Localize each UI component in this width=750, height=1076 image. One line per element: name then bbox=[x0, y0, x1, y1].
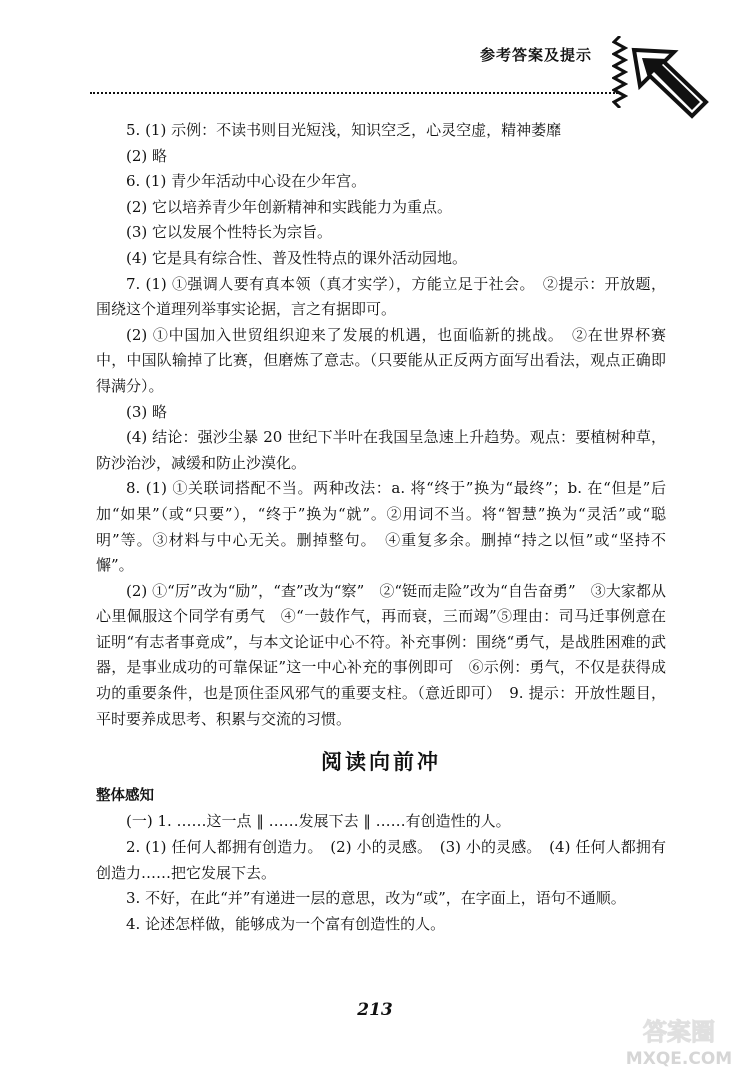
answer-content bbox=[96, 118, 666, 937]
arrow-icon bbox=[628, 44, 710, 120]
answer-line: 6. (1) 青少年活动中心设在少年宫。 bbox=[126, 172, 367, 191]
answer-line: (2) ①中国加入世贸组织迎来了发展的机遇，也面临新的挑战。 ②在世界杯赛中，中国队输掉了比赛，但磨炼了意志。（只要能从正反两方面写出看法，观点正确即得满分）。 bbox=[96, 325, 666, 395]
section-subtitle: 整体感知 bbox=[96, 787, 154, 804]
answer-line: 4. 论述怎样做，能够成为一个富有创造性的人。 bbox=[126, 914, 446, 933]
header-title: 参考答案及提示 bbox=[480, 46, 593, 64]
svg-text:MXQE.COM: MXQE.COM bbox=[625, 1049, 733, 1069]
svg-text:答案圈: 答案圈 bbox=[643, 1018, 715, 1046]
answer-line: (2) ①“厉”改为“励”，“查”改为“察” ②“铤而走险”改为“自告奋勇” ③大家都从心里佩服这个同学有勇气 ④“一鼓作气，再而衰，三而竭”⑤理由：司马迁事例意在证明“有志者事竟成”，与本文论证中心不符。补充事例：围绕“勇气，是战胜困难的武器，是事业成功的可靠保证”这一中心补充的事例即可 ⑥示例：勇气，不仅是获得成功的重要条件，也是顶住歪风邪气的重要支柱。（意近即可） 9. 提示：开放性题目，平时要养成思考、积累与交流的习惯。 bbox=[96, 581, 666, 728]
answer-line: 3. 不好，在此“并”有递进一层的意思，改为“或”，在字面上，语句不通顺。 bbox=[126, 889, 626, 908]
answer-line: (一) 1. ……这一点 ‖ ……发展下去 ‖ ……有创造性的人。 bbox=[126, 812, 511, 831]
answer-line: (3) 略 bbox=[126, 402, 168, 421]
answer-line: (4) 结论：强沙尘暴 20 世纪下半叶在我国呈急速上升趋势。观点：要植树种草，防沙治沙，减缓和防止沙漠化。 bbox=[96, 428, 666, 472]
page-number: 213 bbox=[357, 1000, 393, 1020]
answer-line: (3) 它以发展个性特长为宗旨。 bbox=[126, 223, 333, 242]
answer-line: (4) 它是具有综合性、普及性特点的课外活动园地。 bbox=[126, 248, 468, 267]
watermark-logo bbox=[612, 1014, 746, 1070]
answer-line: 5. (1) 示例：不读书则目光短浅，知识空乏，心灵空虚，精神萎靡 bbox=[126, 121, 562, 139]
answer-line: 7. (1) ①强调人要有真本领（真才实学），方能立足于社会。 ②提示：开放题，围绕这个道理列举事实论据，言之有据即可。 bbox=[96, 274, 666, 319]
answer-line: (2) 它以培养青少年创新精神和实践能力为重点。 bbox=[126, 197, 453, 216]
header-dotted-rule bbox=[90, 92, 618, 94]
answer-line: 8. (1) ①关联词搭配不当。两种改法：a. 将“终于”换为“最终”；b. 在“但是”后加“如果”（或“只要”），“终于”换为“就”。②用词不当。将“智慧”换为“灵活”或“聪明”等。③材料与中心无关。删掉整句。 ④重复多余。删掉“持之以恒”或“坚持不懈”。 bbox=[96, 479, 666, 575]
zigzag-decoration bbox=[612, 36, 628, 108]
section-title: 阅读向前冲 bbox=[321, 750, 441, 775]
answer-line: 2. (1) 任何人都拥有创造力。 (2) 小的灵感。 (3) 小的灵感。 (4) 任何人都拥有创造力……把它发展下去。 bbox=[96, 838, 666, 882]
answer-line: (2) 略 bbox=[126, 146, 168, 165]
